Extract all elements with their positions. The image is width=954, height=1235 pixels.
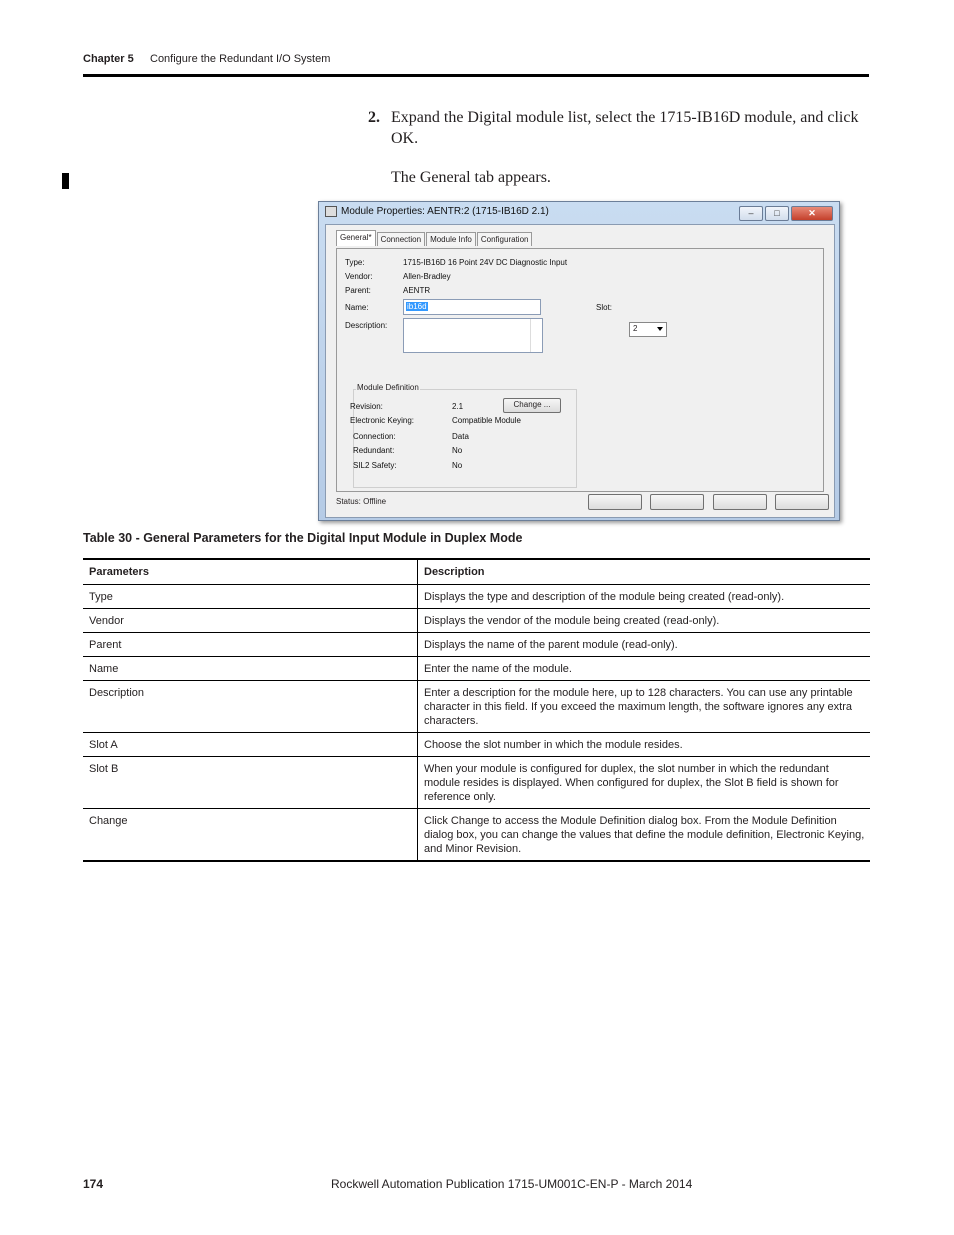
name-input-value: ib16d (407, 302, 427, 311)
tab-module-info[interactable]: Module Info (426, 232, 476, 246)
table-row (83, 733, 870, 757)
electronic-keying-value: Compatible Module (452, 416, 521, 425)
module-icon (325, 206, 337, 217)
column-header-description: Description (418, 559, 871, 585)
status-text: Status: Offline (336, 497, 387, 506)
parameter-cell: Parent (83, 633, 418, 657)
header-rule (83, 74, 869, 77)
revision-label: Revision: (350, 402, 383, 411)
parameter-cell: Slot B (83, 757, 418, 809)
table-row (83, 585, 870, 609)
step-number: 2. (368, 109, 380, 126)
description-cell: Choose the slot number in which the module resides. (418, 733, 871, 757)
description-cell: Displays the vendor of the module being created (read-only). (418, 609, 871, 633)
close-button[interactable]: ✕ (791, 206, 833, 221)
table-row (83, 609, 870, 633)
tab-strip (336, 232, 533, 248)
step-text: Expand the Digital module list, select the 1715-IB16D module, and click OK. (391, 109, 859, 147)
parameter-cell: Slot A (83, 733, 418, 757)
description-label: Description: (345, 321, 388, 330)
description-cell: Click Change to access the Module Definition dialog box. From the Module Definition dialog box, you can change the values that define the module definition, Electronic Keying, and Minor Revision. (418, 809, 871, 862)
sil2-safety-label: SIL2 Safety: (353, 461, 397, 470)
parameter-cell: Type (83, 585, 418, 609)
table-header-row (83, 559, 870, 585)
chevron-down-icon (657, 327, 663, 331)
connection-value: Data (452, 432, 469, 441)
table-row (83, 681, 870, 733)
description-cell: Enter the name of the module. (418, 657, 871, 681)
redundant-label: Redundant: (353, 446, 395, 455)
connection-label: Connection: (353, 432, 396, 441)
step-result: The General tab appears. (391, 169, 551, 186)
description-cell: Enter a description for the module here, up to 128 characters. You can use any printable character in this field. If you exceed the maximum length, the software ignores any extra characters. (418, 681, 871, 733)
column-header-parameters: Parameters (83, 559, 418, 585)
vendor-label: Vendor: (345, 272, 373, 281)
cancel-button[interactable] (650, 494, 704, 510)
module-properties-dialog (318, 201, 840, 521)
chapter-label: Chapter 5 (83, 53, 134, 65)
description-cell: Displays the type and description of the module being created (read-only). (418, 585, 871, 609)
minimize-button[interactable]: – (739, 206, 763, 221)
slot-select[interactable] (629, 322, 667, 337)
electronic-keying-label: Electronic Keying: (350, 416, 415, 425)
description-cell: Displays the name of the parent module (read-only). (418, 633, 871, 657)
redundant-value: No (452, 446, 463, 455)
running-header (83, 53, 331, 65)
tab-general[interactable]: General* (336, 230, 376, 246)
page-number: 174 (83, 1177, 104, 1191)
tab-connection[interactable]: Connection (377, 232, 425, 246)
parameter-cell: Vendor (83, 609, 418, 633)
name-label: Name: (345, 303, 369, 312)
dialog-title: Module Properties: AENTR:2 (1715-IB16D 2.1) (341, 206, 549, 217)
table-row (83, 657, 870, 681)
vendor-value: Allen-Bradley (403, 272, 451, 281)
general-tab-page (336, 248, 824, 492)
help-button[interactable] (775, 494, 829, 510)
table-row (83, 757, 870, 809)
table-caption: Table 30 - General Parameters for the Digital Input Module in Duplex Mode (83, 531, 523, 545)
module-definition-label: Module Definition (357, 383, 419, 392)
description-scrollbar[interactable] (530, 319, 542, 352)
tab-configuration[interactable]: Configuration (477, 232, 533, 246)
description-cell: When your module is configured for duplex, the slot number in which the redundant module resides is displayed. When configured for duplex, the Slot B field is shown for reference only. (418, 757, 871, 809)
apply-button[interactable] (713, 494, 767, 510)
dialog-title-bar (325, 206, 549, 217)
window-controls (739, 206, 833, 221)
publication-info: Rockwell Automation Publication 1715-UM001C-EN-P - March 2014 (331, 1177, 693, 1191)
parameter-cell: Description (83, 681, 418, 733)
table-row (83, 809, 870, 862)
description-input[interactable] (403, 318, 543, 353)
revision-value: 2.1 (452, 402, 464, 411)
slot-value: 2 (633, 324, 638, 333)
sil2-safety-value: No (452, 461, 463, 470)
parameters-table (83, 558, 870, 862)
name-input[interactable] (403, 299, 541, 315)
parameter-cell: Name (83, 657, 418, 681)
slot-label: Slot: (596, 303, 613, 312)
chapter-title: Configure the Redundant I/O System (150, 53, 331, 65)
parent-label: Parent: (345, 286, 371, 295)
dialog-body (325, 224, 835, 518)
change-button[interactable]: Change ... (503, 398, 561, 413)
type-value: 1715-IB16D 16 Point 24V DC Diagnostic Input (403, 258, 568, 267)
parent-value: AENTR (403, 286, 431, 295)
table-row (83, 633, 870, 657)
maximize-button[interactable]: □ (765, 206, 789, 221)
ok-button[interactable] (588, 494, 642, 510)
type-label: Type: (345, 258, 365, 267)
change-bar (62, 173, 69, 189)
parameter-cell: Change (83, 809, 418, 862)
